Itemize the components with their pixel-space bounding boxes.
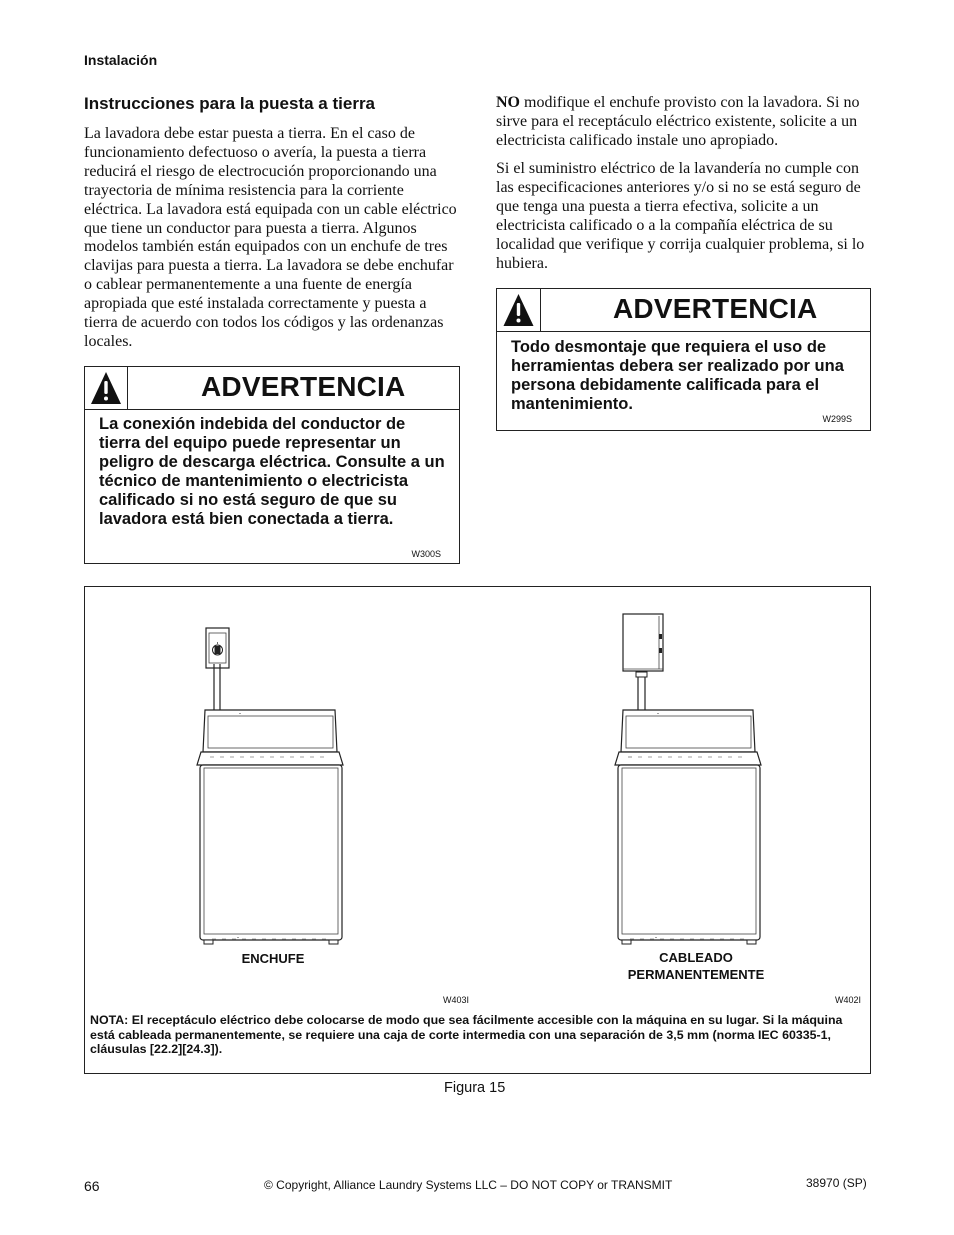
warning-code: W299S [822, 414, 852, 424]
disconnect-box-icon [623, 614, 663, 671]
outlet-icon [206, 628, 229, 668]
plug-label: ENCHUFE [241, 951, 305, 966]
copyright: © Copyright, Alliance Laundry Systems LLC – DO NOT COPY or TRANSMIT [264, 1178, 673, 1192]
no-emphasis: NO [496, 94, 520, 111]
left-figure-code: W403I [443, 995, 470, 1005]
warning-title: ADVERTENCIA [613, 293, 818, 324]
hardwired-label [606, 949, 786, 983]
supply-paragraph: Si el suministro eléctrico de la lavandería no cumple con las especificaciones anteriores y/o si no se está seguro de que tenga una puesta a tierra efectiva, solicite a un electricista calificado o a la compañía eléctrica de su localidad que verifique y corrija cualquier problema, si lo hubiera. [496, 160, 865, 272]
conduit [636, 671, 647, 710]
washer-icon [197, 710, 343, 944]
washer-icon [615, 710, 761, 944]
figure-caption: Figura 15 [444, 1080, 506, 1096]
right-figure-code: W402I [835, 995, 862, 1005]
hardwired-label-line2: PERMANENTEMENTE [627, 967, 765, 982]
document-id: 38970 (SP) [806, 1176, 867, 1190]
section-heading: Instrucciones para la puesta a tierra [84, 94, 376, 113]
page-number: 66 [84, 1178, 100, 1194]
figure-note: NOTA: El receptáculo eléctrico debe colocarse de modo que sea fácilmente accesible con la máquina en su lugar. Si la máquina está cableada permanentemente, se requiere una caja de corte intermedia con una separación de 3,5 mm (norma IEC 60335-1, cláusulas [22.2][24.3]). [90, 1013, 843, 1056]
power-cord [214, 664, 220, 710]
hardwired-label-line1: CABLEADO [659, 950, 733, 965]
no-modify-text: modifique el enchufe provisto con la lavadora. Si no sirve para el receptáculo eléctrico existente, solicite a un electricista calificado instale uno apropiado. [496, 94, 860, 149]
section-label: Instalación [84, 52, 158, 68]
grounding-paragraph: La lavadora debe estar puesta a tierra. En el caso de funcionamiento defectuoso o avería, la puesta a tierra reducirá el riesgo de electrocución proporcionando una trayectoria de mínima resistencia para la corriente eléctrica. La lavadora está equipada con un cable eléctrico que tiene un conductor para puesta a tierra. Algunos modelos también están equipados con un enchufe de tres clavijas para puesta a tierra. La lavadora se debe enchufar o cablear permanentemente a una fuente de energía apropiada que esté instalada correctamente y puesta a tierra de acuerdo con todos los códigos y las ordenanzas locales. [84, 125, 457, 350]
warning-text: Todo desmontaje que requiera el uso de herramientas debera ser realizado por una persona debidamente calificada para el mantenimiento. [511, 338, 844, 413]
warning-title: ADVERTENCIA [201, 371, 406, 402]
warning-code: W300S [411, 549, 441, 559]
warning-text: La conexión indebida del conductor de tierra del equipo puede representar un peligro de descarga eléctrica. Consulte a un técnico de mantenimiento o electricista calificado si no está seguro de que su lavadora está bien conectada a tierra. [99, 415, 445, 528]
